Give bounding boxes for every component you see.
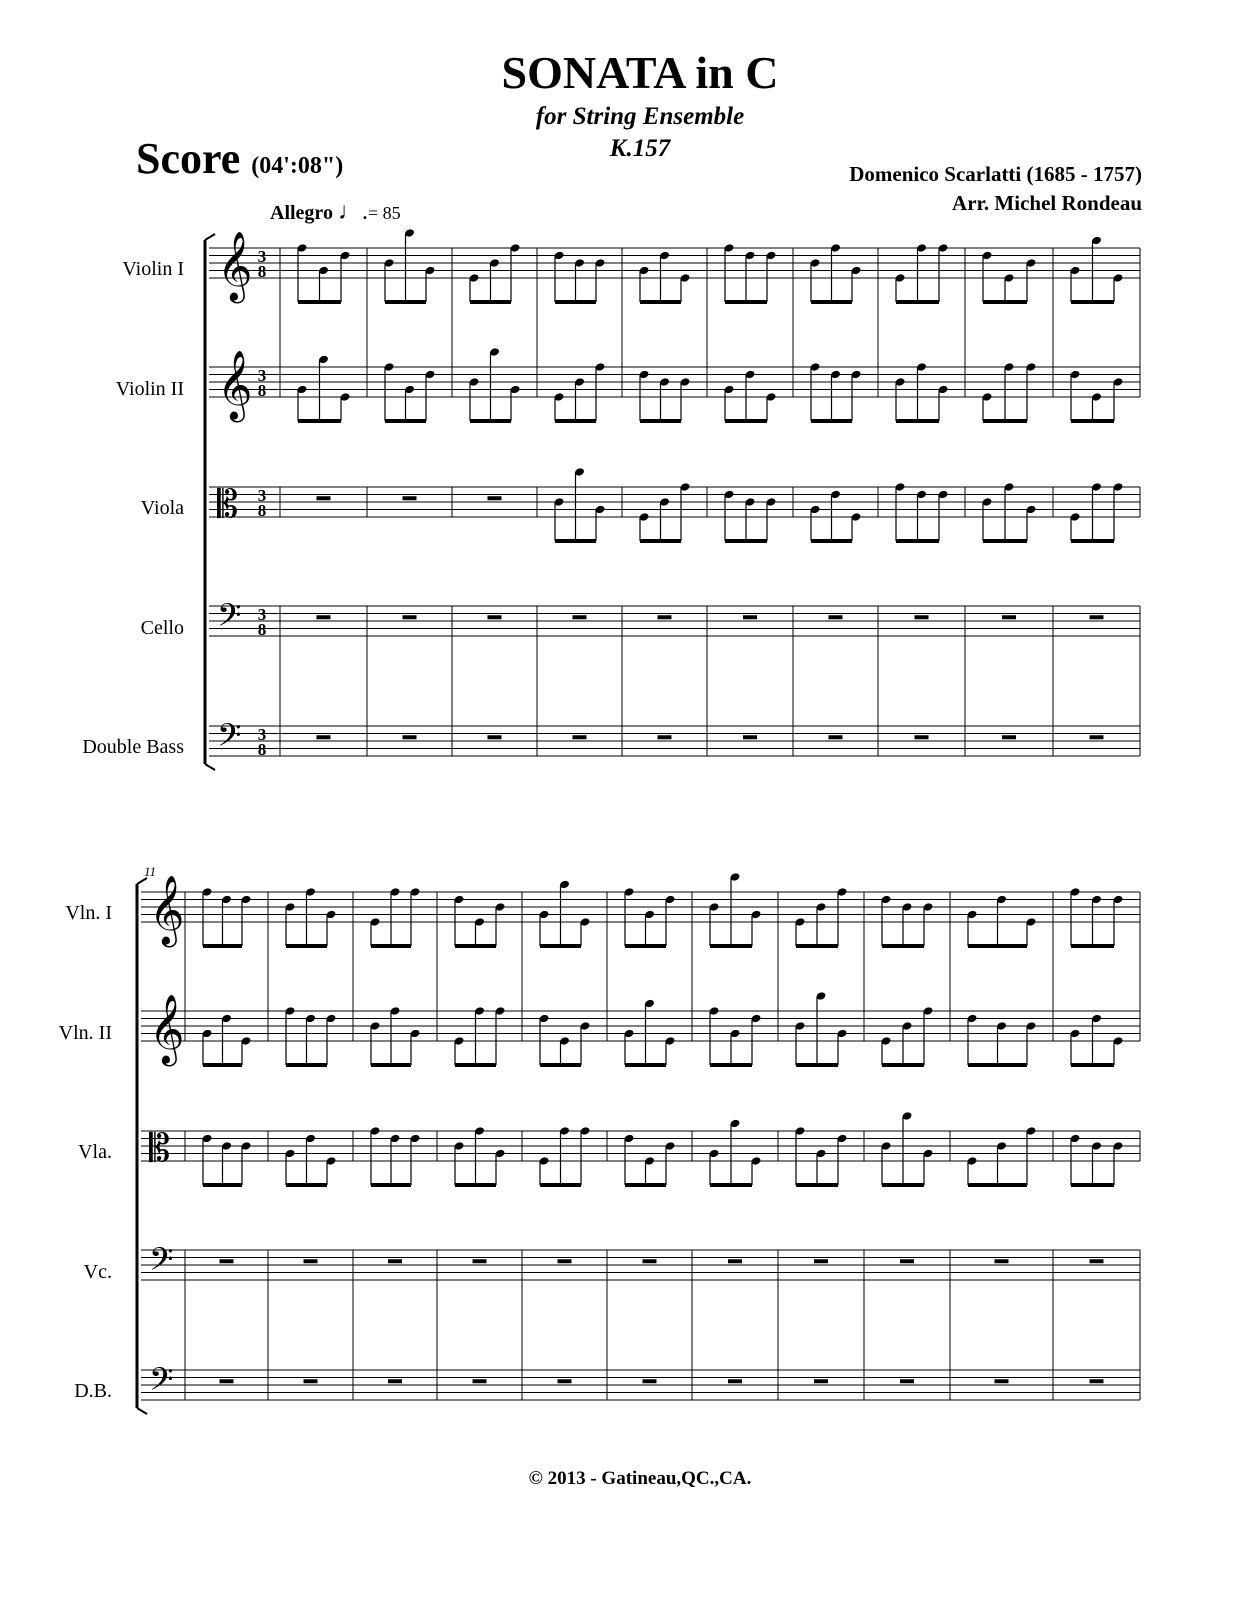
- whole-rest-icon: [1090, 615, 1104, 619]
- whole-rest-icon: [743, 735, 757, 739]
- catalog-number: K.157: [609, 135, 671, 162]
- whole-rest-icon: [304, 1259, 318, 1263]
- whole-rest-icon: [829, 735, 843, 739]
- alto-clef-icon: 𝄡: [149, 1126, 171, 1170]
- instrument-label-violin-1: Violin I: [122, 258, 184, 280]
- whole-rest-icon: [473, 1379, 487, 1383]
- copyright: © 2013 - Gatineau,QC.,CA.: [528, 1468, 752, 1489]
- instrument-label-viola: Viola: [140, 497, 184, 519]
- whole-rest-icon: [995, 1379, 1009, 1383]
- tempo-word: Allegro: [270, 202, 333, 224]
- whole-rest-icon: [317, 615, 331, 619]
- whole-rest-icon: [558, 1259, 572, 1263]
- whole-rest-icon: [558, 1379, 572, 1383]
- whole-rest-icon: [403, 735, 417, 739]
- time-signature-numerator: 3: [257, 725, 267, 744]
- instrument-label-cello: Cello: [140, 617, 184, 639]
- whole-rest-icon: [403, 615, 417, 619]
- whole-rest-icon: [658, 735, 672, 739]
- whole-rest-icon: [658, 615, 672, 619]
- score-word: Score: [136, 134, 241, 183]
- whole-rest-icon: [488, 735, 502, 739]
- whole-rest-icon: [1090, 735, 1104, 739]
- alto-clef-icon: 𝄡: [217, 482, 239, 526]
- tempo-value: = 85: [367, 203, 401, 223]
- whole-rest-icon: [317, 496, 331, 500]
- dotted-quarter-note-icon: ♩.: [337, 199, 368, 225]
- instrument-label-vln-2: Vln. II: [58, 1022, 112, 1044]
- whole-rest-icon: [900, 1259, 914, 1263]
- whole-rest-icon: [1090, 1379, 1104, 1383]
- whole-rest-icon: [915, 735, 929, 739]
- whole-rest-icon: [220, 1259, 234, 1263]
- whole-rest-icon: [1002, 615, 1016, 619]
- time-signature-denominator: 8: [257, 620, 267, 639]
- arranger: Arr. Michel Rondeau: [952, 191, 1142, 215]
- bracket-hook: [205, 234, 215, 240]
- bracket-hook: [205, 764, 215, 770]
- whole-rest-icon: [388, 1379, 402, 1383]
- measure-number: 11: [144, 864, 157, 879]
- whole-rest-icon: [573, 735, 587, 739]
- time-signature-numerator: 3: [257, 605, 267, 624]
- whole-rest-icon: [1002, 735, 1016, 739]
- whole-rest-icon: [488, 496, 502, 500]
- whole-rest-icon: [1090, 1259, 1104, 1263]
- treble-clef-icon: 𝄞: [217, 231, 253, 301]
- bass-clef-icon: 𝄢: [217, 717, 242, 761]
- instrument-label-vc: Vc.: [83, 1261, 112, 1283]
- whole-rest-icon: [473, 1259, 487, 1263]
- time-signature-numerator: 3: [257, 366, 267, 385]
- whole-rest-icon: [403, 496, 417, 500]
- whole-rest-icon: [814, 1259, 828, 1263]
- whole-rest-icon: [915, 615, 929, 619]
- whole-rest-icon: [304, 1379, 318, 1383]
- instrument-label-db: D.B.: [74, 1380, 112, 1402]
- time-signature-denominator: 8: [257, 381, 267, 400]
- instrument-label-vln-1: Vln. I: [65, 902, 112, 924]
- whole-rest-icon: [995, 1259, 1009, 1263]
- treble-clef-icon: 𝄞: [217, 350, 253, 420]
- time-signature-numerator: 3: [257, 486, 267, 505]
- composer: Domenico Scarlatti (1685 - 1757): [849, 162, 1142, 186]
- treble-clef-icon: 𝄞: [149, 994, 185, 1064]
- whole-rest-icon: [220, 1379, 234, 1383]
- instrument-label-vla: Vla.: [78, 1141, 112, 1163]
- bass-clef-icon: 𝄢: [149, 1241, 174, 1285]
- whole-rest-icon: [728, 1379, 742, 1383]
- whole-rest-icon: [573, 615, 587, 619]
- time-signature-denominator: 8: [257, 262, 267, 281]
- time-signature-numerator: 3: [257, 247, 267, 266]
- subtitle: for String Ensemble: [535, 103, 745, 130]
- whole-rest-icon: [488, 615, 502, 619]
- bass-clef-icon: 𝄢: [149, 1361, 174, 1405]
- whole-rest-icon: [643, 1259, 657, 1263]
- whole-rest-icon: [900, 1379, 914, 1383]
- instrument-label-violin-2: Violin II: [115, 378, 184, 400]
- instrument-label-double-bass: Double Bass: [82, 736, 184, 758]
- bass-clef-icon: 𝄢: [217, 597, 242, 641]
- whole-rest-icon: [643, 1379, 657, 1383]
- whole-rest-icon: [814, 1379, 828, 1383]
- time-signature-denominator: 8: [257, 501, 267, 520]
- whole-rest-icon: [743, 615, 757, 619]
- page-title: SONATA in C: [501, 47, 779, 98]
- treble-clef-icon: 𝄞: [149, 875, 185, 945]
- whole-rest-icon: [317, 735, 331, 739]
- bracket-hook: [137, 1408, 147, 1414]
- whole-rest-icon: [388, 1259, 402, 1263]
- whole-rest-icon: [728, 1259, 742, 1263]
- score-duration: (04':08"): [251, 153, 344, 179]
- time-signature-denominator: 8: [257, 740, 267, 759]
- whole-rest-icon: [829, 615, 843, 619]
